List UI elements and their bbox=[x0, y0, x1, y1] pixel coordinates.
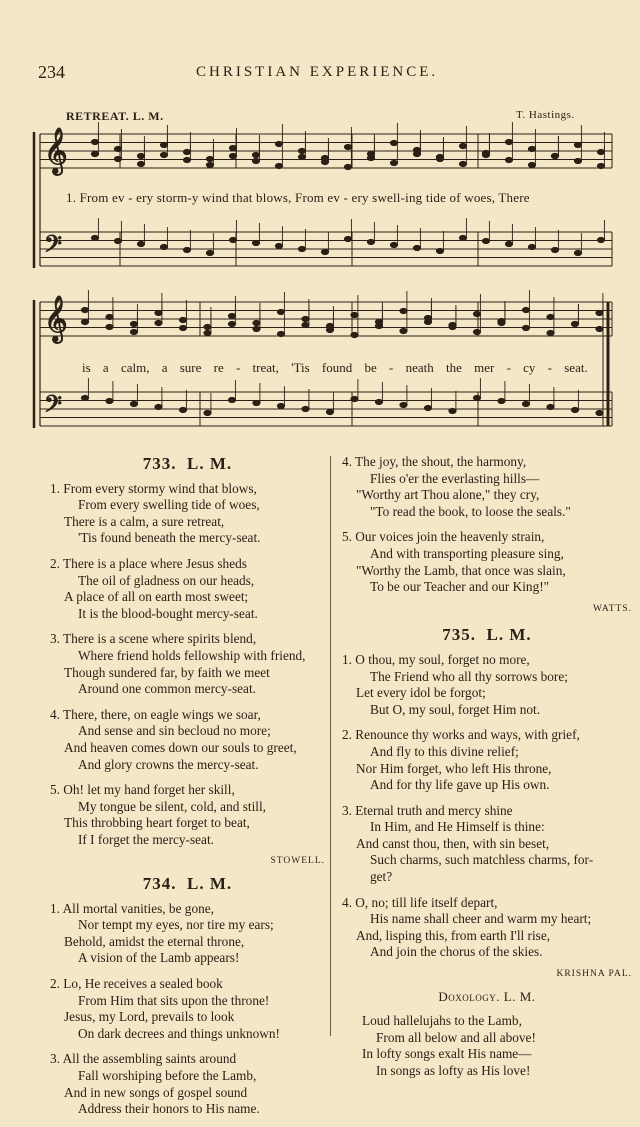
stanza-line: "Worthy art Thou alone," they cry, bbox=[356, 487, 540, 503]
stanza bbox=[50, 707, 325, 773]
note-head bbox=[551, 247, 558, 252]
note-head bbox=[206, 250, 213, 255]
note-head bbox=[597, 149, 604, 154]
note-head bbox=[597, 237, 604, 242]
note-head bbox=[229, 145, 236, 150]
doxology-line: In lofty songs exalt His name— bbox=[362, 1046, 532, 1062]
note-head bbox=[81, 395, 88, 400]
note-head bbox=[596, 410, 603, 415]
note-head bbox=[528, 162, 535, 167]
note-head bbox=[155, 404, 162, 409]
stanza-line: Nor tempt my eyes, nor tire my ears; bbox=[78, 917, 274, 933]
stanza-line: Such charms, such matchless charms, for- bbox=[370, 852, 594, 868]
stanza-line: The oil of gladness on our heads, bbox=[78, 572, 255, 588]
note-head bbox=[473, 311, 480, 316]
doxology-heading: Doxology. L. M. bbox=[438, 988, 536, 1004]
stanza-line: "Worthy the Lamb, that once was slain, bbox=[356, 562, 566, 578]
note-head bbox=[571, 321, 578, 326]
stanza-line: 3. All the assembling saints around bbox=[50, 1051, 237, 1067]
note-head bbox=[482, 238, 489, 243]
stanza bbox=[342, 454, 632, 520]
doxology-line: In songs as lofty as His love! bbox=[376, 1063, 531, 1078]
note-head bbox=[597, 163, 604, 168]
stanza-line: Let every idol be forgot; bbox=[356, 685, 486, 701]
note-head bbox=[351, 332, 358, 337]
note-head bbox=[298, 148, 305, 153]
note-head bbox=[375, 323, 382, 328]
note-head bbox=[424, 319, 431, 324]
hymn-733-stanzas bbox=[50, 481, 325, 849]
note-head bbox=[522, 325, 529, 330]
note-head bbox=[130, 401, 137, 406]
note-head bbox=[505, 241, 512, 246]
note-head bbox=[547, 314, 554, 319]
note-head bbox=[137, 161, 144, 166]
stanza bbox=[50, 976, 325, 1042]
note-head bbox=[252, 152, 259, 157]
composer: T. Hastings. bbox=[516, 109, 575, 121]
stanza bbox=[342, 652, 632, 718]
doxology-lines bbox=[342, 1013, 632, 1079]
note-head bbox=[160, 152, 167, 157]
note-head bbox=[528, 244, 535, 249]
stanza bbox=[50, 631, 325, 697]
page-number: 234 bbox=[38, 62, 65, 82]
note-head bbox=[81, 307, 88, 312]
stanza bbox=[342, 895, 632, 961]
stanza-line: In Him, and He Himself is thine: bbox=[370, 819, 545, 835]
note-head bbox=[155, 310, 162, 315]
note-head bbox=[114, 238, 121, 243]
note-head bbox=[228, 313, 235, 318]
note-head bbox=[302, 406, 309, 411]
hymn-733-continued-author: WATTS. bbox=[593, 603, 632, 614]
note-head bbox=[137, 153, 144, 158]
note-head bbox=[106, 398, 113, 403]
note-head bbox=[390, 160, 397, 165]
note-head bbox=[179, 325, 186, 330]
stanza bbox=[50, 901, 325, 967]
stanza-line: 1. All mortal vanities, be gone, bbox=[50, 900, 214, 916]
note-head bbox=[204, 324, 211, 329]
note-head bbox=[551, 153, 558, 158]
stanza bbox=[342, 727, 632, 793]
stanza-line: 1. From every stormy wind that blows, bbox=[50, 480, 257, 496]
note-head bbox=[275, 163, 282, 168]
tune-name: RETREAT. L. M. bbox=[66, 109, 164, 123]
note-head bbox=[253, 320, 260, 325]
note-head bbox=[413, 245, 420, 250]
hymn-735-author: KRISHNA PAL. bbox=[556, 969, 632, 980]
note-head bbox=[298, 154, 305, 159]
note-head bbox=[528, 146, 535, 151]
doxology-line: From all below and all above! bbox=[376, 1029, 536, 1045]
stanza-line: The Friend who all thy sorrows bore; bbox=[370, 668, 568, 684]
left-column bbox=[50, 452, 325, 1127]
note-head bbox=[321, 249, 328, 254]
note-head bbox=[367, 155, 374, 160]
note-head bbox=[229, 153, 236, 158]
note-head bbox=[449, 408, 456, 413]
note-head bbox=[302, 322, 309, 327]
treble-clef-icon: 𝄞 bbox=[44, 128, 68, 173]
note-head bbox=[449, 324, 456, 329]
note-head bbox=[459, 235, 466, 240]
note-head bbox=[522, 307, 529, 312]
note-head bbox=[400, 402, 407, 407]
note-head bbox=[137, 241, 144, 246]
note-head bbox=[498, 320, 505, 325]
note-head bbox=[179, 407, 186, 412]
note-head bbox=[436, 156, 443, 161]
note-head bbox=[321, 159, 328, 164]
hymn-734-heading: 734. L. M. bbox=[142, 874, 233, 894]
stanza-line: Nor Him forget, who left His throne, bbox=[356, 760, 552, 776]
stanza-line: There is a calm, a sure retreat, bbox=[64, 513, 225, 529]
note-head bbox=[390, 242, 397, 247]
hymn-734-stanzas bbox=[50, 901, 325, 1118]
stanza-line: 2. There is a place where Jesus sheds bbox=[50, 555, 247, 571]
note-head bbox=[302, 316, 309, 321]
stanza-line: 2. Lo, He receives a sealed book bbox=[50, 976, 223, 992]
stanza-line: And heaven comes down our souls to greet, bbox=[64, 739, 297, 755]
note-head bbox=[596, 310, 603, 315]
note-head bbox=[459, 161, 466, 166]
stanza-line: To be our Teacher and our King!" bbox=[370, 579, 550, 595]
stanza-line: And glory crowns the mercy-seat. bbox=[78, 756, 259, 772]
stanza-line: Flies o'er the everlasting hills— bbox=[370, 470, 540, 486]
note-head bbox=[574, 250, 581, 255]
note-head bbox=[204, 410, 211, 415]
note-head bbox=[482, 152, 489, 157]
note-head bbox=[571, 407, 578, 412]
note-head bbox=[130, 321, 137, 326]
stanza-line: And canst thou, then, with sin beset, bbox=[356, 835, 550, 851]
stanza-line: It is the blood-bought mercy-seat. bbox=[78, 605, 258, 621]
stanza-line: "To read the book, to loose the seals." bbox=[370, 503, 571, 519]
stanza-line: Jesus, my Lord, prevails to look bbox=[64, 1009, 235, 1025]
note-head bbox=[547, 330, 554, 335]
note-head bbox=[130, 329, 137, 334]
note-head bbox=[206, 156, 213, 161]
music-lyric-line-1: 1. From ev - ery storm-y wind that blows, From ev - ery swell-ing tide of woes, There bbox=[66, 190, 530, 205]
note-head bbox=[183, 149, 190, 154]
note-head bbox=[106, 314, 113, 319]
running-title: CHRISTIAN EXPERIENCE. bbox=[196, 64, 439, 80]
stanza bbox=[50, 782, 325, 848]
note-head bbox=[206, 162, 213, 167]
note-head bbox=[344, 144, 351, 149]
stanza-line: This throbbing heart forget to beat, bbox=[64, 815, 250, 831]
note-head bbox=[400, 328, 407, 333]
treble-clef-icon: 𝄞 bbox=[44, 296, 68, 341]
stanza-line: His name shall cheer and warm my heart; bbox=[370, 911, 592, 927]
note-head bbox=[326, 409, 333, 414]
stanza-line: And in new songs of gospel sound bbox=[64, 1084, 248, 1100]
note-head bbox=[351, 312, 358, 317]
stanza-line: 3. Eternal truth and mercy shine bbox=[342, 802, 513, 818]
note-head bbox=[596, 326, 603, 331]
hymn-733-continued-stanzas bbox=[342, 454, 632, 596]
stanza-line: On dark decrees and things unknown! bbox=[78, 1025, 280, 1041]
doxology-line: Loud hallelujahs to the Lamb, bbox=[362, 1013, 522, 1029]
stanza-line: get? bbox=[370, 869, 393, 885]
stanza-line: 5. Our voices join the heavenly strain, bbox=[342, 529, 545, 545]
hymn-733-heading: 733. L. M. bbox=[142, 454, 233, 473]
note-head bbox=[390, 140, 397, 145]
hymn-735-stanzas bbox=[342, 652, 632, 961]
note-head bbox=[277, 403, 284, 408]
bass-clef-icon: 𝄢 bbox=[44, 232, 63, 263]
note-head bbox=[574, 158, 581, 163]
note-head bbox=[277, 309, 284, 314]
stanza-line: And sense and sin becloud no more; bbox=[78, 723, 271, 739]
stanza-line: A place of all on earth most sweet; bbox=[64, 589, 249, 605]
note-head bbox=[183, 157, 190, 162]
note-head bbox=[275, 141, 282, 146]
stanza-line: If I forget the mercy-seat. bbox=[78, 831, 214, 847]
stanza-line: A vision of the Lamb appears! bbox=[78, 950, 240, 966]
note-head bbox=[298, 246, 305, 251]
note-head bbox=[229, 237, 236, 242]
column-divider bbox=[330, 456, 331, 1036]
note-head bbox=[252, 158, 259, 163]
note-head bbox=[351, 396, 358, 401]
note-head bbox=[253, 400, 260, 405]
stanza-line: 4. O, no; till life itself depart, bbox=[342, 894, 498, 910]
note-head bbox=[91, 151, 98, 156]
stanza-line: From Him that sits upon the throne! bbox=[78, 992, 270, 1008]
hymn-735-heading: 735. L. M. bbox=[442, 625, 532, 645]
stanza-line: Though sundered far, by faith we meet bbox=[64, 664, 270, 680]
note-head bbox=[498, 398, 505, 403]
note-head bbox=[91, 139, 98, 144]
stanza-line: From every swelling tide of woes, bbox=[78, 497, 260, 513]
stanza-line: Fall worshiping before the Lamb, bbox=[78, 1068, 257, 1083]
note-head bbox=[505, 157, 512, 162]
note-head bbox=[473, 329, 480, 334]
stanza-line: 4. The joy, the shout, the harmony, bbox=[342, 454, 527, 469]
note-head bbox=[91, 235, 98, 240]
stanza-line: 'Tis found beneath the mercy-seat. bbox=[78, 530, 261, 546]
note-head bbox=[459, 143, 466, 148]
stanza-line: 4. There, there, on eagle wings we soar, bbox=[50, 706, 261, 722]
note-head bbox=[275, 243, 282, 248]
stanza-line: 3. There is a scene where spirits blend, bbox=[50, 631, 257, 647]
stanza-line: And for thy life gave up His own. bbox=[370, 777, 550, 793]
note-head bbox=[204, 330, 211, 335]
stanza-line: And, lisping this, from earth I'll rise, bbox=[356, 927, 551, 943]
note-head bbox=[106, 324, 113, 329]
bass-clef-icon: 𝄢 bbox=[44, 392, 63, 423]
stanza-line: And with transporting pleasure sing, bbox=[370, 545, 564, 561]
stanza-line: 5. Oh! let my hand forget her skill, bbox=[50, 782, 235, 798]
stanza-line: Around one common mercy-seat. bbox=[78, 681, 256, 697]
note-head bbox=[424, 405, 431, 410]
note-head bbox=[160, 244, 167, 249]
note-head bbox=[326, 327, 333, 332]
stanza-line: 2. Renounce thy works and ways, with grief, bbox=[342, 727, 580, 743]
stanza-line: And join the chorus of the skies. bbox=[370, 944, 543, 960]
stanza bbox=[50, 556, 325, 622]
note-head bbox=[114, 146, 121, 151]
note-head bbox=[344, 236, 351, 241]
music-lyric-line-2: is a calm, a sure re - treat, 'Tis found be - neath the mer - cy - seat. bbox=[82, 360, 588, 375]
note-head bbox=[574, 142, 581, 147]
note-head bbox=[473, 395, 480, 400]
note-head bbox=[413, 151, 420, 156]
note-head bbox=[367, 239, 374, 244]
note-head bbox=[252, 240, 259, 245]
note-head bbox=[228, 397, 235, 402]
stanza-line: My tongue be silent, cold, and still, bbox=[78, 798, 266, 814]
stanza bbox=[50, 1051, 325, 1117]
note-head bbox=[155, 320, 162, 325]
note-head bbox=[253, 326, 260, 331]
note-head bbox=[400, 308, 407, 313]
hymn-733-author: STOWELL. bbox=[270, 856, 325, 867]
stanza-line: But O, my soul, forget Him not. bbox=[370, 701, 541, 717]
stanza-line: 1. O thou, my soul, forget no more, bbox=[342, 651, 530, 667]
note-head bbox=[81, 319, 88, 324]
note-head bbox=[228, 321, 235, 326]
note-head bbox=[160, 142, 167, 147]
right-column bbox=[342, 454, 632, 1080]
stanza bbox=[50, 481, 325, 547]
note-head bbox=[547, 404, 554, 409]
note-head bbox=[436, 248, 443, 253]
note-head bbox=[375, 399, 382, 404]
note-head bbox=[179, 317, 186, 322]
stanza-line: Behold, amidst the eternal throne, bbox=[64, 933, 245, 949]
stanza bbox=[342, 529, 632, 595]
note-head bbox=[522, 401, 529, 406]
note-head bbox=[277, 331, 284, 336]
note-head bbox=[344, 164, 351, 169]
stanza-line: Address their honors to His name. bbox=[78, 1101, 260, 1117]
stanza bbox=[342, 803, 632, 886]
stanza-line: Where friend holds fellowship with friend, bbox=[78, 647, 306, 663]
note-head bbox=[114, 156, 121, 161]
note-head bbox=[183, 247, 190, 252]
stanza-line: And fly to this divine relief; bbox=[370, 743, 519, 759]
note-head bbox=[505, 139, 512, 144]
